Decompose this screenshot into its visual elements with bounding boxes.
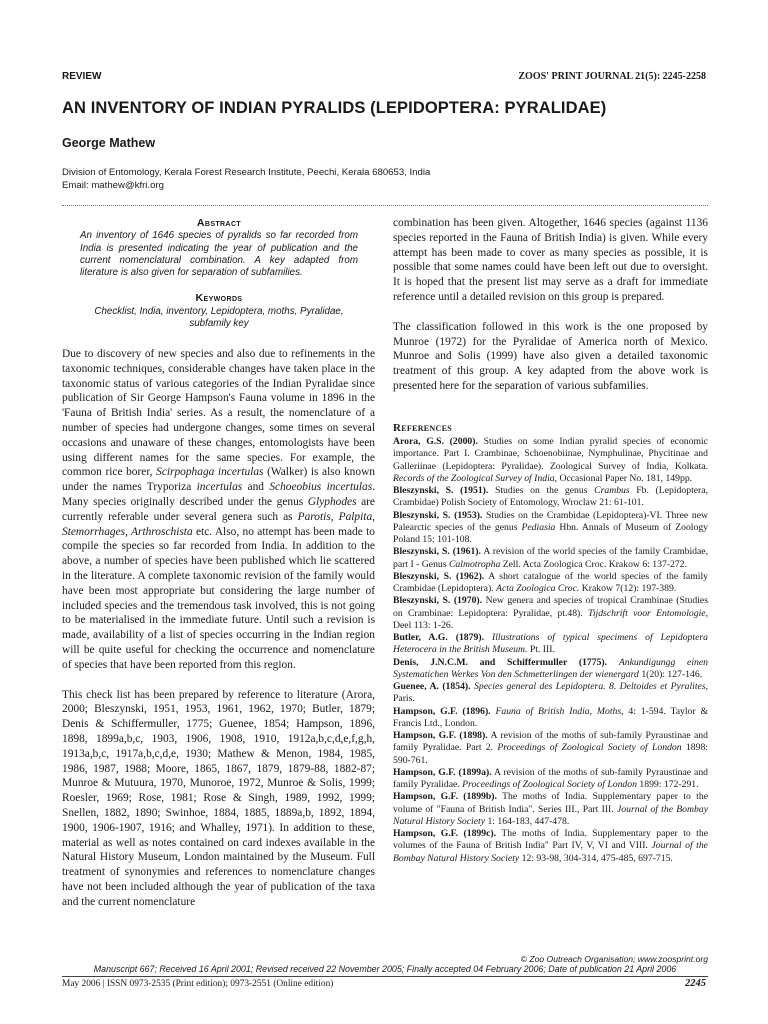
references-heading: References (393, 422, 452, 434)
reference-item: Hampson, G.F. (1896). Fauna of British India, Moths, 4: 1-594. Taylor & Francis Ltd., London. (393, 705, 708, 729)
affiliation-block (62, 167, 430, 192)
intro-paragraph: Due to discovery of new species and also due to refinements in the taxonomic techniques, considerable changes have taken place in the taxonomic status of various categories of the Indian Pyralidae since publication of Sir George Hampson's Fauna volume in 1896 in the 'Fauna of British India' series. As a result, the nomenclature of a number of species had undergone changes, some times on several occasions and unaware of these changes, entomologists have been using different names for the same species. For example, the common rice borer, Scirpophaga incertulas (Walker) is also known under the names Tryporiza incertulas and Schoeobius incertulas. Many species originally described under the genus Glyphodes are currently referable under several genera such as Parotis, Palpita, Stemorrhages, Arthroschista etc. Also, no attempt has been made to compile the species so far recorded from India. In addition to the above, a number of species have been published which lie scattered in the literature. A complete taxonomic revision of the family would have been most appropriate but considering the large number of included species and the tremendous task involved, this is not going to be materialised in the immediate future. Until such a revision is made, availability of a list of species occurring in the Indian region will be quite useful for checking the occurrence and nomenclature of species that have been reported from this region. (62, 348, 375, 671)
abstract-heading: Abstract (196, 217, 242, 229)
reference-item: Bleszynski, S. (1962). A short catalogue of the world species of the family Crambidae (Lepidoptera). Acta Zoologica Croc. Krakow 7(12): 197-389. (393, 570, 708, 594)
paper-title: AN INVENTORY OF INDIAN PYRALIDS (LEPIDOPTERA: PYRALIDAE) (62, 99, 607, 117)
keywords-text: Checklist, India, inventory, Lepidoptera, moths, Pyralidae, subfamily key (94, 305, 344, 330)
affiliation: Division of Entomology, Kerala Forest Research Institute, Peechi, Kerala 680653, India (62, 167, 431, 178)
footer-divider (62, 976, 708, 977)
reference-item: Arora, G.S. (2000). Studies on some Indian pyralid species of economic importance. Part I. Crambinae, Schoenobiinae, Nymphulinae, Phycitinae and Galleriinae (Lepidoptera: Pyralidae). Zoological Survey of India, Kolkata. Records of the Zoological Survey of India, Occasional Paper No. 181, 149pp. (393, 436, 709, 484)
keywords-heading: Keywords (195, 292, 243, 305)
reference-item: Hampson, G.F. (1899a). A revision of the moths of sub-family Pyraustinae and family Pyralidae. Proceedings of Zoological Society of London 1899: 172-291. (393, 766, 709, 790)
abstract-text: An inventory of 1646 species of pyralids so far recorded from India is presented indicating the year of publication and the current nomenclatural combination. A key adapted from literature is also given for separation of subfamilies. (80, 230, 358, 279)
manuscript-history: Manuscript 667; Received 16 April 2001; Revised received 22 November 2005; Finally accepted 04 February 2006; Date of publication 21 April 2006 (93, 964, 677, 974)
reference-item: Bleszynski, S. (1961). A revision of the world species of the family Crambidae, part I - Genus Calmotropha Zell. Acta Zoologica Croc. Krakow 6: 137-272. (393, 546, 708, 570)
reference-item: Hampson, G.F. (1899b). The moths of India. Supplementary paper to the volume of "Fauna of British India". Series III., Part III. Journal of the Bombay Natural History Society 1: 164-183, 447-478. (393, 791, 709, 827)
reference-item: Butler, A.G. (1879). Illustrations of typical specimens of Lepidoptera Heterocera in the British Museum. Pt. III. (393, 632, 708, 656)
references-list (393, 436, 708, 865)
section-label: REVIEW (62, 71, 102, 82)
journal-citation: ZOOS' PRINT JOURNAL 21(5): 2245-2258 (518, 71, 706, 82)
reference-item: Bleszynski, S. (1953). Studies on the Crambidae (Lepidoptera)-VI. Three new Palearctic species of the genus Pediasia Hbn. Annals of Museum of Zoology Poland 15: 101-108. (393, 509, 709, 545)
combination-paragraph: combination has been given. Altogether, 1646 species (against 1136 species reported in the Fauna of British India) is given. While every attempt has been made to cover as many species as possible, it is possible that some names could have been left out due to oversight. It is hoped that the present list may serve as a draft for immediate reference until a detailed revision on this group is prepared. (393, 217, 708, 303)
author-name: George Mathew (62, 136, 156, 150)
issn-line: May 2006 | ISSN 0973-2535 (Print edition); 0973-2551 (Online edition) (62, 979, 334, 989)
reference-item: Denis, J.N.C.M. and Schiffermuller (1775). Ankundigungg einen Systematichen Werkes Von den Schmetterlingen der wienergard 1(20): 127-146. (393, 656, 709, 680)
abstract-box (80, 217, 358, 330)
reference-item: Bleszynski, S. (1951). Studies on the genus Crambus Fb. (Lepidoptera, Crambidae) Polish Society of Entomology, Wroclaw 21: 61-101. (393, 485, 709, 509)
reference-item: Hampson, G.F. (1899c). The moths of India. Supplementary paper to the volumes of the Fauna of British India" Part IV, V, VI and VIII. Journal of the Bombay Natural History Society 12: 93-98, 304-314, 475-485, 697-715. (393, 828, 709, 864)
header-divider (62, 205, 708, 206)
classification-paragraph: The classification followed in this work is the one proposed by Munroe (1972) for the Pyralidae of America north of Mexico. Munroe and Solis (1999) have also given a detailed taxonomic treatment of this group. A key adapted from the above work is presented here for the separation of various subfamilies. (393, 320, 708, 392)
page-number: 2245 (685, 978, 706, 989)
reference-item: Guenee, A. (1854). Species general des Lepidoptera. 8. Deltoides et Pyralites, Paris. (393, 681, 709, 705)
reference-item: Hampson, G.F. (1898). A revision of the moths of sub-family Pyraustinae and family Pyralidae. Part 2. Proceedings of Zoological Society of London 1898: 590-761. (393, 730, 708, 766)
left-column (62, 347, 375, 909)
reference-item: Bleszynski, S. (1970). New genera and species of tropical Crambinae (Studies on Crambinae: Lepidoptera: Pyralidae, pt.48). Tijdschrift voor Entomologie, Deel 113: 1-26. (393, 595, 709, 631)
checklist-paragraph: This check list has been prepared by reference to literature (Arora, 2000; Bleszynski, 1951, 1953, 1961, 1962, 1970; Butler, 1879; Denis & Schiffermuller, 1775; Guenee, 1854; Hampson, 1896, 1898, 1899a,b,c, 1903, 1906, 1908, 1910, 1912a,b,c,d,e,f,g,h, 1913a,b,c, 1917a,b,c,d,e, 1930; Mathew & Menon, 1984, 1985, 1986, 1987, 1988; Moore, 1865, 1867, 1879, 1879-88, 1882-87; Munroe & Mutuura, 1970, Munoroe, 1972, Munroe & Solis, 1999; Roesler, 1969; Rose, 1981; Rose & Singh, 1989, 1992, 1999; Snellen, 1882, 1890; Swinhoe, 1884, 1885, 1889a,b, 1892, 1894, 1900, 1906-1907, 1916; and Whalley, 1971). In addition to these, material as well as notes contained on card indexes available in the Natural History Museum, London maintained by the Museum. Full treatment of synonymies and references to nomenclature changes have not been included although the year of publication of the taxa and the current nomenclature (62, 688, 375, 908)
copyright-note: © Zoo Outreach Organisation; www.zoosprint.org (520, 954, 708, 964)
right-column (393, 216, 708, 394)
author-email: Email: mathew@kfri.org (62, 179, 164, 191)
